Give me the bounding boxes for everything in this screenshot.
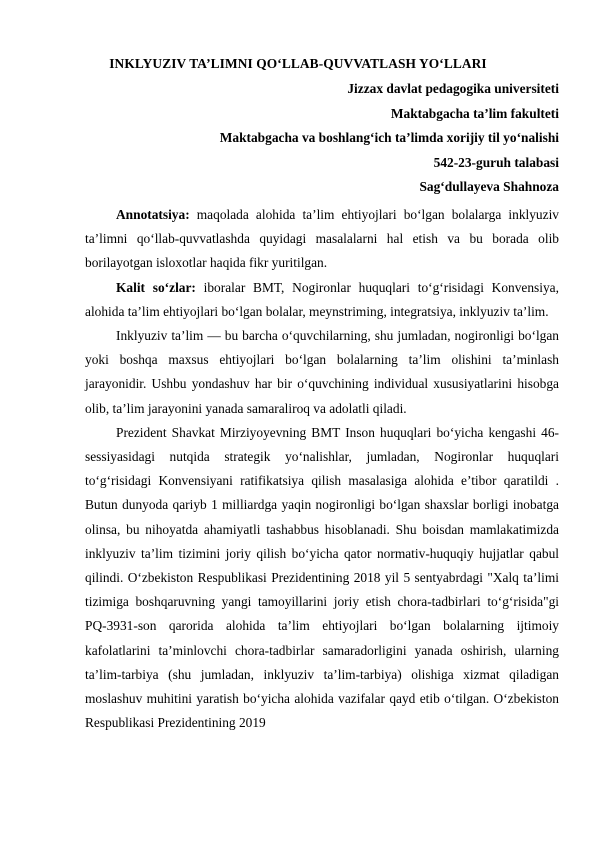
direction-name: Maktabgacha va boshlang‘ich ta’limda xorijiy til yo‘nalishi	[219, 130, 559, 145]
author-name: Sag‘dullayeva Shahnoza	[419, 179, 559, 194]
abstract-paragraph	[85, 203, 559, 276]
body-paragraph-2: Prezident Shavkat Mirziyoyevning BMT Inson huquqlari bo‘yicha kengashi 46- sessiyasidagi nutqida strategik yo‘nalishlar, jumladan, Nogironlar huquqlari to‘g‘risidagi Konvensiyani ratifikatsiya qilish masalasiga alohida e’tibor qaratildi . Butun dunyoda qariyb 1 milliardga yaqin nogironligi bo‘lgan shaxslar borligi inobatga olinsa, bu nihoyatda ahamiyatli tashabbus hisoblanadi. Shu boisdan mamlakatimizda inklyuziv ta’lim tizimini joriy qilish bo‘yicha qator normativ-huquqiy hujjatlar qabul qilindi. O‘zbekiston Respublikasi Prezidentining 2018 yil 5 sentyabrdagi "Xalq ta’limi tizimiga boshqaruvning yangi tamoyillarini joriy etish chora-tadbirlari to‘g‘risida"gi PQ-3931-son qarorida alohida ta’lim ehtiyojlari bo‘lgan bolalarning ijtimoiy kafolatlarini ta’minlovchi chora-tadbirlar samaradorligini yanada oshirish, ularning ta’lim-tarbiya (shu jumladan, inklyuziv ta’lim-tarbiya) olishiga xizmat qiladigan moslashuv muhitini yaratish bo‘yicha alohida vazifalar qayd etib o‘tilgan. O‘zbekiston Respublikasi Prezidentining 2019	[85, 424, 559, 731]
faculty-name: Maktabgacha ta’lim fakulteti	[390, 106, 559, 121]
abstract-label: Annotatsiya:	[116, 207, 190, 222]
abstract-text: maqolada alohida ta’lim ehtiyojlari bo‘lgan bolalarga inklyuziv ta’limni qo‘llab-quvvatlashda quyidagi masalalarni hal etish va bu borada olib borilayotgan isloxotlar haqida fikr yuritilgan.	[85, 207, 559, 271]
article-body	[85, 203, 559, 735]
article-title: INKLYUZIV TA’LIMNI QO‘LLAB-QUVVATLASH YO‘LLARI	[109, 56, 487, 71]
keywords-text: iboralar BMT, Nogironlar huquqlari to‘g‘risidagi Konvensiya, alohida ta’lim ehtiyojlari bo‘lgan bolalar, meynstriming, integratsiya, inklyuziv ta’lim.	[85, 279, 559, 319]
body-paragraph-1: Inklyuziv ta’lim — bu barcha o‘quvchilarning, shu jumladan, nogironligi bo‘lgan yoki boshqa maxsus ehtiyojlari bo‘lgan bolalarning ta’lim olishini ta’minlash jarayonidir. Ushbu yondashuv har bir o‘quvchining individual xususiyatlarini hisobga olib, ta’lim jarayonini yanada samaraliroq va adolatli qiladi.	[85, 328, 559, 416]
keywords-label: Kalit so‘zlar:	[116, 279, 196, 295]
group-name: 542-23-guruh talabasi	[433, 155, 559, 170]
university-name: Jizzax davlat pedagogika universiteti	[347, 81, 559, 96]
keywords-paragraph	[85, 276, 559, 324]
